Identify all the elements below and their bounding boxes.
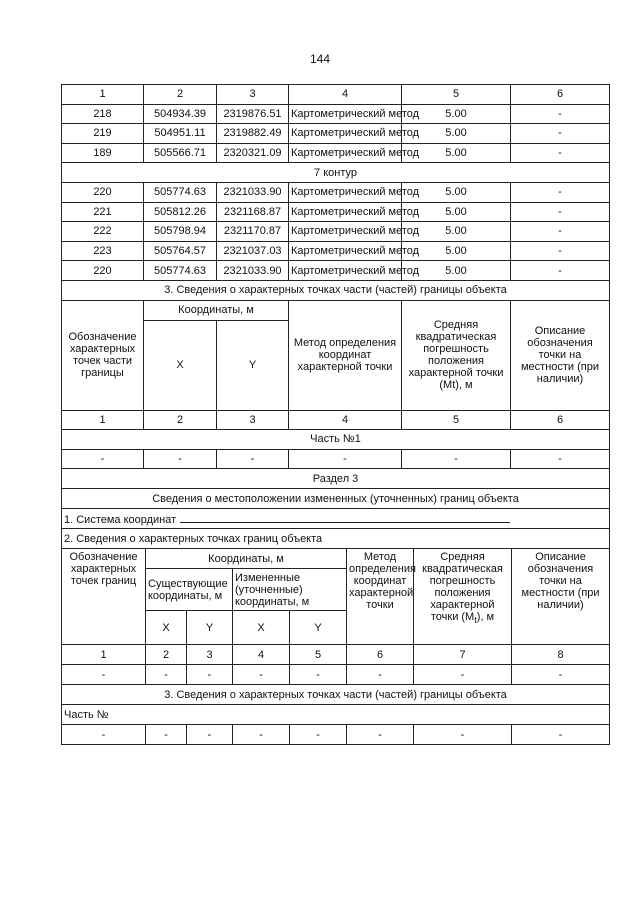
column-number-row <box>62 85 610 105</box>
description-cell: - <box>511 222 610 242</box>
dash-cell: - <box>187 665 233 685</box>
method-cell: Картометрический метод <box>289 222 402 242</box>
accuracy-cell: 5.00 <box>402 124 511 144</box>
header-method: Метод определения координат характерной точки <box>347 549 414 645</box>
column-number: 6 <box>347 645 414 665</box>
contour-label: 7 контур <box>62 163 610 183</box>
x-coordinate: 505812.26 <box>144 202 217 222</box>
column-number: 2 <box>144 410 217 430</box>
part-row <box>62 705 610 725</box>
dash-cell: - <box>62 665 146 685</box>
dash-cell: - <box>511 449 610 469</box>
y-coordinate: 2321033.90 <box>217 182 289 202</box>
point-number: 218 <box>62 104 144 124</box>
method-cell: Картометрический метод <box>289 261 402 281</box>
dash-cell: - <box>144 449 217 469</box>
column-number: 3 <box>217 85 289 105</box>
dash-cell: - <box>414 725 512 745</box>
header-coordinates: Координаты, м <box>144 300 289 320</box>
section-subtitle-row <box>62 489 610 509</box>
column-number: 2 <box>144 85 217 105</box>
page-number: 144 <box>309 52 331 66</box>
column-number: 4 <box>289 410 402 430</box>
column-number: 5 <box>402 85 511 105</box>
accuracy-cell: 5.00 <box>402 261 511 281</box>
coordinates-table <box>61 84 610 469</box>
dash-cell: - <box>402 449 511 469</box>
coordinate-system-blank <box>180 511 510 523</box>
column-number: 2 <box>146 645 187 665</box>
y-coordinate: 2321037.03 <box>217 241 289 261</box>
x-coordinate: 505774.63 <box>144 182 217 202</box>
part-label: Часть №1 <box>62 430 610 450</box>
description-cell: - <box>511 124 610 144</box>
dash-cell: - <box>347 665 414 685</box>
table-row <box>62 241 610 261</box>
point-number: 220 <box>62 182 144 202</box>
coordinate-system <box>62 509 610 529</box>
x-coordinate: 505764.57 <box>144 241 217 261</box>
dash-cell: - <box>414 665 512 685</box>
column-number: 1 <box>62 645 146 665</box>
dash-cell: - <box>146 725 187 745</box>
dash-cell: - <box>62 449 144 469</box>
column-number: 4 <box>233 645 290 665</box>
header-y: Y <box>290 611 347 645</box>
column-number: 5 <box>290 645 347 665</box>
section-title-row <box>62 685 610 705</box>
table-row <box>62 182 610 202</box>
header-accuracy <box>414 549 512 645</box>
header-existing: Существующие координаты, м <box>146 569 233 611</box>
char-points-label: 2. Сведения о характерных точках границ объекта <box>62 529 610 549</box>
table-row <box>62 124 610 144</box>
header-accuracy: Средняя квадратическая погрешность положения характерной точки (Mt), м <box>402 300 511 410</box>
x-coordinate: 505566.71 <box>144 143 217 163</box>
header-y: Y <box>217 320 289 410</box>
point-number: 222 <box>62 222 144 242</box>
dash-cell: - <box>512 665 610 685</box>
x-coordinate: 505798.94 <box>144 222 217 242</box>
column-number: 1 <box>62 85 144 105</box>
method-cell: Картометрический метод <box>289 202 402 222</box>
header-designation: Обозначение характерных точек границ <box>62 549 146 645</box>
description-cell: - <box>511 104 610 124</box>
dash-cell: - <box>187 725 233 745</box>
dash-cell: - <box>290 665 347 685</box>
header-designation: Обозначение характерных точек части границы <box>62 300 144 410</box>
dash-cell: - <box>233 725 290 745</box>
header-x: X <box>144 320 217 410</box>
column-number: 7 <box>414 645 512 665</box>
column-number: 3 <box>217 410 289 430</box>
header-description: Описание обозначения точки на местности (при наличии) <box>512 549 610 645</box>
table-row <box>62 222 610 242</box>
accuracy-cell: 5.00 <box>402 241 511 261</box>
part-row <box>62 430 610 450</box>
method-cell: Картометрический метод <box>289 143 402 163</box>
table-row <box>62 202 610 222</box>
coordinate-system-row <box>62 509 610 529</box>
coordinate-system-label: 1. Система координат <box>64 514 177 526</box>
table-row <box>62 261 610 281</box>
y-coordinate: 2321168.87 <box>217 202 289 222</box>
table-row <box>62 104 610 124</box>
dash-cell: - <box>347 725 414 745</box>
x-coordinate: 504934.39 <box>144 104 217 124</box>
dash-cell: - <box>233 665 290 685</box>
method-cell: Картометрический метод <box>289 241 402 261</box>
method-cell: Картометрический метод <box>289 104 402 124</box>
column-number: 5 <box>402 410 511 430</box>
description-cell: - <box>511 241 610 261</box>
accuracy-cell: 5.00 <box>402 202 511 222</box>
column-number: 6 <box>511 410 610 430</box>
description-cell: - <box>511 261 610 281</box>
header-coords-row <box>62 549 610 569</box>
accuracy-cell: 5.00 <box>402 222 511 242</box>
x-coordinate: 504951.11 <box>144 124 217 144</box>
char-points-row <box>62 529 610 549</box>
section-title: 3. Сведения о характерных точках части (частей) границы объекта <box>62 280 610 300</box>
y-coordinate: 2321170.87 <box>217 222 289 242</box>
point-number: 221 <box>62 202 144 222</box>
dash-cell: - <box>146 665 187 685</box>
header-method: Метод определения координат характерной точки <box>289 300 402 410</box>
y-coordinate: 2319882.49 <box>217 124 289 144</box>
header-y: Y <box>187 611 233 645</box>
description-cell: - <box>511 182 610 202</box>
section-heading: Раздел 3 <box>62 469 610 489</box>
accuracy-cell: 5.00 <box>402 182 511 202</box>
point-number: 189 <box>62 143 144 163</box>
column-number: 4 <box>289 85 402 105</box>
header-description: Описание обозначения точки на местности (при наличии) <box>511 300 610 410</box>
column-number-row <box>62 410 610 430</box>
description-cell: - <box>511 143 610 163</box>
dash-cell: - <box>289 449 402 469</box>
column-number-row <box>62 645 610 665</box>
part-label: Часть № <box>62 705 610 725</box>
dash-cell: - <box>290 725 347 745</box>
table-row <box>62 143 610 163</box>
header-x: X <box>233 611 290 645</box>
column-number: 1 <box>62 410 144 430</box>
method-cell: Картометрический метод <box>289 124 402 144</box>
description-cell: - <box>511 202 610 222</box>
point-number: 223 <box>62 241 144 261</box>
header-accuracy-unit: ), м <box>476 611 495 623</box>
dash-cell: - <box>512 725 610 745</box>
dash-cell: - <box>62 725 146 745</box>
point-number: 220 <box>62 261 144 281</box>
header-accuracy-sub: t <box>474 615 477 626</box>
section-heading-row <box>62 469 610 489</box>
empty-row <box>62 449 610 469</box>
y-coordinate: 2321033.90 <box>217 261 289 281</box>
header-coordinates: Координаты, м <box>146 549 347 569</box>
x-coordinate: 505774.63 <box>144 261 217 281</box>
column-number: 6 <box>511 85 610 105</box>
section-subtitle: Сведения о местоположении измененных (уточненных) границ объекта <box>62 489 610 509</box>
contour-row <box>62 163 610 183</box>
section-title-row <box>62 280 610 300</box>
changed-boundaries-table <box>61 468 610 745</box>
column-number: 3 <box>187 645 233 665</box>
header-x: X <box>146 611 187 645</box>
point-number: 219 <box>62 124 144 144</box>
column-number: 8 <box>512 645 610 665</box>
empty-row <box>62 665 610 685</box>
header-changed: Измененные (уточненные) координаты, м <box>233 569 347 611</box>
accuracy-cell: 5.00 <box>402 143 511 163</box>
section-title: 3. Сведения о характерных точках части (частей) границы объекта <box>62 685 610 705</box>
y-coordinate: 2319876.51 <box>217 104 289 124</box>
y-coordinate: 2320321.09 <box>217 143 289 163</box>
header-accuracy-text: Средняя квадратическая погрешность положения характерной точки (M <box>422 551 503 623</box>
dash-cell: - <box>217 449 289 469</box>
header-coords-row <box>62 300 610 320</box>
method-cell: Картометрический метод <box>289 182 402 202</box>
empty-row <box>62 725 610 745</box>
accuracy-cell: 5.00 <box>402 104 511 124</box>
